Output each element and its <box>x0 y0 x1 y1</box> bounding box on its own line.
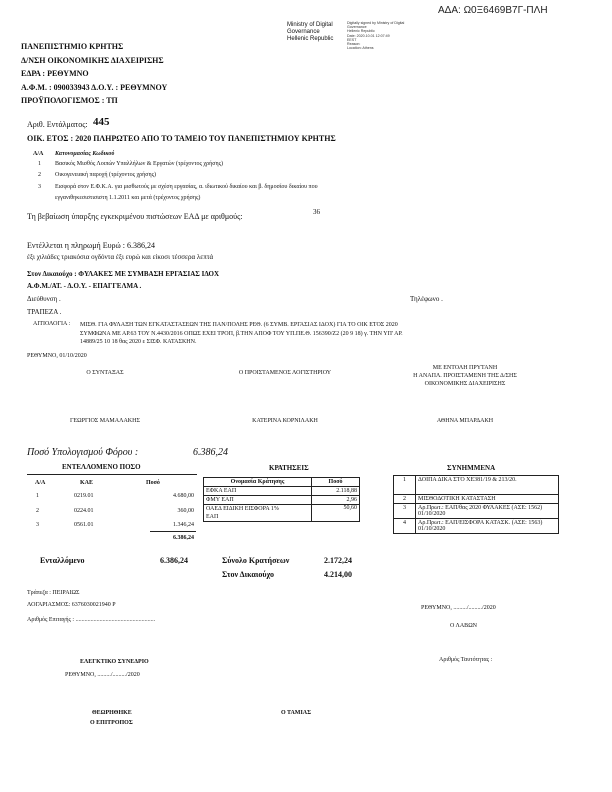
cell-num: 3 <box>394 504 416 519</box>
cell-name: ΦΜΥ ΕΑΠ <box>204 496 312 505</box>
header-line: ΠΡΟΫΠΟΛΟΓΙΣΜΟΣ : ΤΠ <box>21 96 118 105</box>
enteilamenos-title: ΕΝΤΕΛΛΟΜΕΝΟ ΠΟΣΟ <box>62 463 141 471</box>
cell-num: 1 <box>394 476 416 495</box>
table-row <box>394 519 559 534</box>
to-beneficiary-label: Στον Δικαιούχο <box>222 570 274 579</box>
enteilamenos-total: 6.386,24 <box>173 535 194 541</box>
cell-aa: 3 <box>36 522 39 528</box>
cell-kae: 0224.01 <box>74 508 94 514</box>
signature-line: Governance <box>287 29 320 35</box>
list-item-text: εγγανιθηκεσιστισιστη 1.1.2011 και μετά (τρέχοντος χρήσης) <box>55 195 201 201</box>
col-aa: Α/Α <box>33 151 44 157</box>
table-row <box>394 476 559 495</box>
header-line: ΕΔΡΑ : ΡΕΘΥΜΝΟ <box>21 69 89 78</box>
reason-line: ΜΙΣΘ. ΓΙΑ ΦΥΛΑΞΗ ΤΩΝ ΕΓΚΑΤΑΣΤΑΣΕΩΝ ΤΗΣ ΠΑΝ/ΠΟΛΗΣ ΡΕΘ. (6 ΣΥΜΒ. ΕΡΓΑΣΙΑΣ ΙΔΟΧ) ΓΙΑ ΤΟ ΟΙΚ ΕΤΟΣ 2020 <box>80 322 398 328</box>
cell-amount: 2.118,88 <box>312 487 360 496</box>
order-title: ΟΙΚ. ΕΤΟΣ : 2020 ΠΛΗΡΩΤΕΟ ΑΠΟ ΤΟ ΤΑΜΕΙΟ ΤΟΥ ΠΑΝΕΠΙΣΤΗΜΙΟΥ ΚΡΗΤΗΣ <box>27 134 336 143</box>
certify-text: Τη βεβαίωση ύπαρξης εγκεκριμένου πιστώσεων ΕΑΔ με αριθμούς: <box>27 212 243 221</box>
footer-treasurer: Ο ΤΑΜΙΑΣ <box>281 710 312 716</box>
signature-line: Hellenic Republic <box>287 36 334 42</box>
cell-name-line: ΟΑΕΔ ΕΙΔΙΚΗ ΕΙΣΦΟΡΑ 1% <box>206 506 279 512</box>
role-line: Η ΑΝΑΠΛ. ΠΡΟΙΣΤΑΜΕΝΗ ΤΗΣ Δ/ΣΗΣ <box>413 373 517 379</box>
col-header-amount: Ποσό <box>312 478 360 487</box>
signature-details <box>347 21 404 50</box>
header-block <box>21 40 167 108</box>
afm-line: Α.Φ.Μ./ΑΤ. - Δ.Ο.Υ. - ΕΠΑΓΓΕΛΜΑ . <box>27 282 142 290</box>
reason-text <box>80 321 403 347</box>
list-item-text: Οικογενειακή παροχή (τρέχοντος χρήσης) <box>55 172 157 178</box>
phone: Τηλέφωνο . <box>410 295 443 303</box>
table-row <box>394 504 559 519</box>
cell-aa: 1 <box>36 493 39 499</box>
tax-calc-value: 6.386,24 <box>193 447 228 458</box>
col-header-aa: Α/Α <box>35 480 46 486</box>
col-code: Κατονομασίας Κωδικού <box>55 151 115 157</box>
table-row <box>204 505 360 522</box>
name-composer: ΓΕΩΡΓΙΟΣ ΜΑΜΑΛΑΚΗΣ <box>70 418 140 424</box>
footer-account: ΛΟΓΑΡΙΑΣΜΟΣ: 6376030021940 P <box>27 602 116 608</box>
list-item <box>38 184 41 190</box>
to-beneficiary-value: 4.214,00 <box>324 570 352 579</box>
order-number: 445 <box>93 116 110 128</box>
cell-name-line: ΕΑΠ <box>206 514 219 520</box>
total-deductions-value: 2.172,24 <box>324 556 352 565</box>
footer-cheque: Αριθμός Επιταγής : ..................................................... <box>27 617 156 623</box>
divider <box>27 474 197 475</box>
table-row <box>204 496 360 505</box>
role-line: ΜΕ ΕΝΤΟΛΗ ΠΡΥΤΑΝΗ <box>432 365 498 371</box>
signature-detail: Reason: <box>347 42 361 47</box>
synimmena-title: ΣΥΝΗΜΜΕΝΑ <box>447 464 496 472</box>
divider <box>150 531 196 532</box>
footer-receiver: Ο ΛΑΒΩΝ <box>450 623 477 629</box>
tax-calc-label: Ποσό Υπολογισμού Φόρου : <box>27 447 139 458</box>
reason-label: ΑΙΤΙΟΛΟΓΙΑ : <box>33 321 71 327</box>
col-header-kae: ΚΑΕ <box>80 480 94 486</box>
col-header-name: Ονομασία Κράτησης <box>204 478 312 487</box>
kratiseis-table <box>203 477 360 522</box>
cell-amount: 1.346,24 <box>173 522 194 528</box>
digital-signature <box>287 22 333 43</box>
signature-detail: Digitally signed by Ministry of Digital <box>347 21 405 25</box>
order-number-label: Αριθ. Εντάλματος: <box>27 120 88 129</box>
footer-audit: ΕΛΕΓΚΤΙΚΟ ΣΥΝΕΔΡΙΟ <box>80 659 149 665</box>
reason-line: 14889/25 10 18 θας 2020 ε ΣΙΣΦ. ΚΑΤΑΣΚΗΝ. <box>80 339 197 345</box>
cell-amount: 4.680,00 <box>173 493 194 499</box>
role-rector <box>400 364 530 388</box>
cell-name <box>204 505 312 522</box>
header-line: ΠΑΝΕΠΙΣΤΗΜΙΟ ΚΡΗΤΗΣ <box>21 42 124 51</box>
item-num: 3 <box>38 184 41 190</box>
list-item-text: Βασικός Μισθός Λοιπών Υπαλλήλων & Εργατών (τρέχοντος χρήσης) <box>55 161 223 167</box>
cell-name: ΕΦΚΑ ΕΑΠ <box>204 487 312 496</box>
header-line: Δ/ΝΣΗ ΟΙΚΟΝΟΜΙΚΗΣ ΔΙΑΧΕΙΡΙΣΗΣ <box>21 55 164 65</box>
role-head-accounting: Ο ΠΡΟΙΣΤΑΜΕΝΟΣ ΛΟΓΙΣΤΗΡΙΟΥ <box>238 370 332 376</box>
entallomeno-label: Ενταλλόμενο <box>40 556 85 565</box>
cell-amount: 360,00 <box>177 508 194 514</box>
cell-text: Αρ.Πρωτ.: ΕΑΠ/θας 2020 ΦΥΛΑΚΕΣ (ΑΣΕ: 1562) 01/10/2020 <box>416 504 559 519</box>
address: Διεύθυνση . <box>27 295 61 303</box>
list-item <box>38 172 41 178</box>
name-rector-delegate: ΑΘΗΝΑ ΜΠΑΡΔΑΚΗ <box>436 418 494 424</box>
cell-num: 4 <box>394 519 416 534</box>
footer-audit-date: ΡΕΘΥΜΝΟ, ........./........./2020 <box>65 672 140 678</box>
list-item-text: Εισφορά στον Ε.Φ.Κ.Α. για μισθωτούς με σχέση εργασίας, α. ιδιωτικού δικαίου και β. δημοσίου δικαίου που <box>55 184 318 190</box>
signature-line: Ministry of Digital <box>287 22 333 28</box>
role-line: ΟΙΚΟΝΟΜΙΚΗΣ ΔΙΑΧΕΙΡΙΣΗΣ <box>424 381 506 387</box>
ada-number: ΑΔΑ: Ω0Ξ6469Β7Γ-ΠΛΗ <box>438 5 548 16</box>
footer-bank: Τράπεζα : ΠΕΙΡΑΙΩΣ <box>27 590 80 596</box>
role-composer: Ο ΣΥΝΤΑΞΑΣ <box>86 370 124 376</box>
table-row <box>204 487 360 496</box>
cell-amount: 2,96 <box>312 496 360 505</box>
cell-kae: 0561.01 <box>74 522 94 528</box>
total-deductions-label: Σύνολο Κρατήσεων <box>222 556 290 565</box>
list-item <box>38 161 41 167</box>
certify-number: 36 <box>313 208 320 216</box>
cell-text: ΜΙΣΘΟΔΟΤΙΚΗ ΚΑΤΑΣΤΑΣΗ <box>416 495 559 504</box>
cell-aa: 2 <box>36 508 39 514</box>
amount-line: Εντέλλεται η πληρωμή Ευρώ : 6.386,24 <box>27 241 156 250</box>
signature-detail: Governance <box>347 25 367 30</box>
footer-date: ΡΕΘΥΜΝΟ, ........./........./2020 <box>421 605 496 611</box>
signature-detail: Location: Athens <box>347 46 374 51</box>
col-header-amount: Ποσό <box>146 480 160 486</box>
reason-line: ΣΥΜΦΩΝΑ ΜΕ ΑΡ.63 ΤΟΥ Ν.4430/2016 ΟΠΩΣ ΕΧΕΙ ΤΡΟΠ, β.ΤΗΝ ΑΠΟΦ ΤΟΥ ΥΠ.ΠΕ.Θ. 156390/Ζ2 (20 9 18) γ. ΤΗΝ ΥΠ' ΑΡ. <box>80 330 403 337</box>
cell-num: 2 <box>394 495 416 504</box>
kratiseis-title: ΚΡΑΤΗΣΕΙΣ <box>269 464 309 472</box>
synimmena-table <box>393 475 559 534</box>
place-date: ΡΕΘΥΜΝΟ, 01/10/2020 <box>27 353 87 359</box>
signature-detail: EEST <box>347 37 357 42</box>
signature-detail: Date: 2020.10.01 12:07:49 <box>347 33 390 38</box>
footer-commissioner: Ο ΕΠΙΤΡΟΠΟΣ <box>90 720 133 726</box>
item-num: 2 <box>38 172 41 178</box>
table-header-row <box>204 478 360 487</box>
cell-kae: 0219.01 <box>74 493 94 499</box>
name-head-accounting: ΚΑΤΕΡΙΝΑ ΚΟΡΝΙΛΑΚΗ <box>252 418 318 424</box>
cell-amount: 50,60 <box>312 505 360 522</box>
beneficiary: Στον Δικαιούχο : ΦΥΛΑΚΕΣ ΜΕ ΣΥΜΒΑΣΗ ΕΡΓΑΣΙΑΣ ΙΔΟΧ <box>27 270 220 278</box>
footer-vise: ΘΕΩΡΗΘΗΚΕ <box>92 710 132 716</box>
entallomeno-value: 6.386,24 <box>160 556 188 565</box>
bank-field: ΤΡΑΠΕΖΑ . <box>27 308 62 316</box>
footer-identity: Αριθμός Ταυτότητας : <box>439 657 493 663</box>
header-line: Α.Φ.Μ. : 090033943 Δ.Ο.Υ. : ΡΕΘΥΜΝΟΥ <box>21 82 168 92</box>
signature-detail: Hellenic Republic <box>347 29 375 34</box>
item-num: 1 <box>38 161 41 167</box>
cell-text: ΔΟΙΠΑ ΔΙΚΑ ΣΤΟ ΧΕ381/19 & 213/20. <box>416 476 559 495</box>
amount-words: έξι χιλιάδες τριακόσια ογδόντα έξι ευρώ και είκοσι τέσσερα λεπτά <box>27 253 214 261</box>
table-row <box>394 495 559 504</box>
cell-text: Αρ.Πρωτ.: ΕΑΠ/ΕΙΣΦΟΡΑ ΚΑΤΑΣΚ. (ΑΣΕ: 1563) 01/10/2020 <box>416 519 559 534</box>
